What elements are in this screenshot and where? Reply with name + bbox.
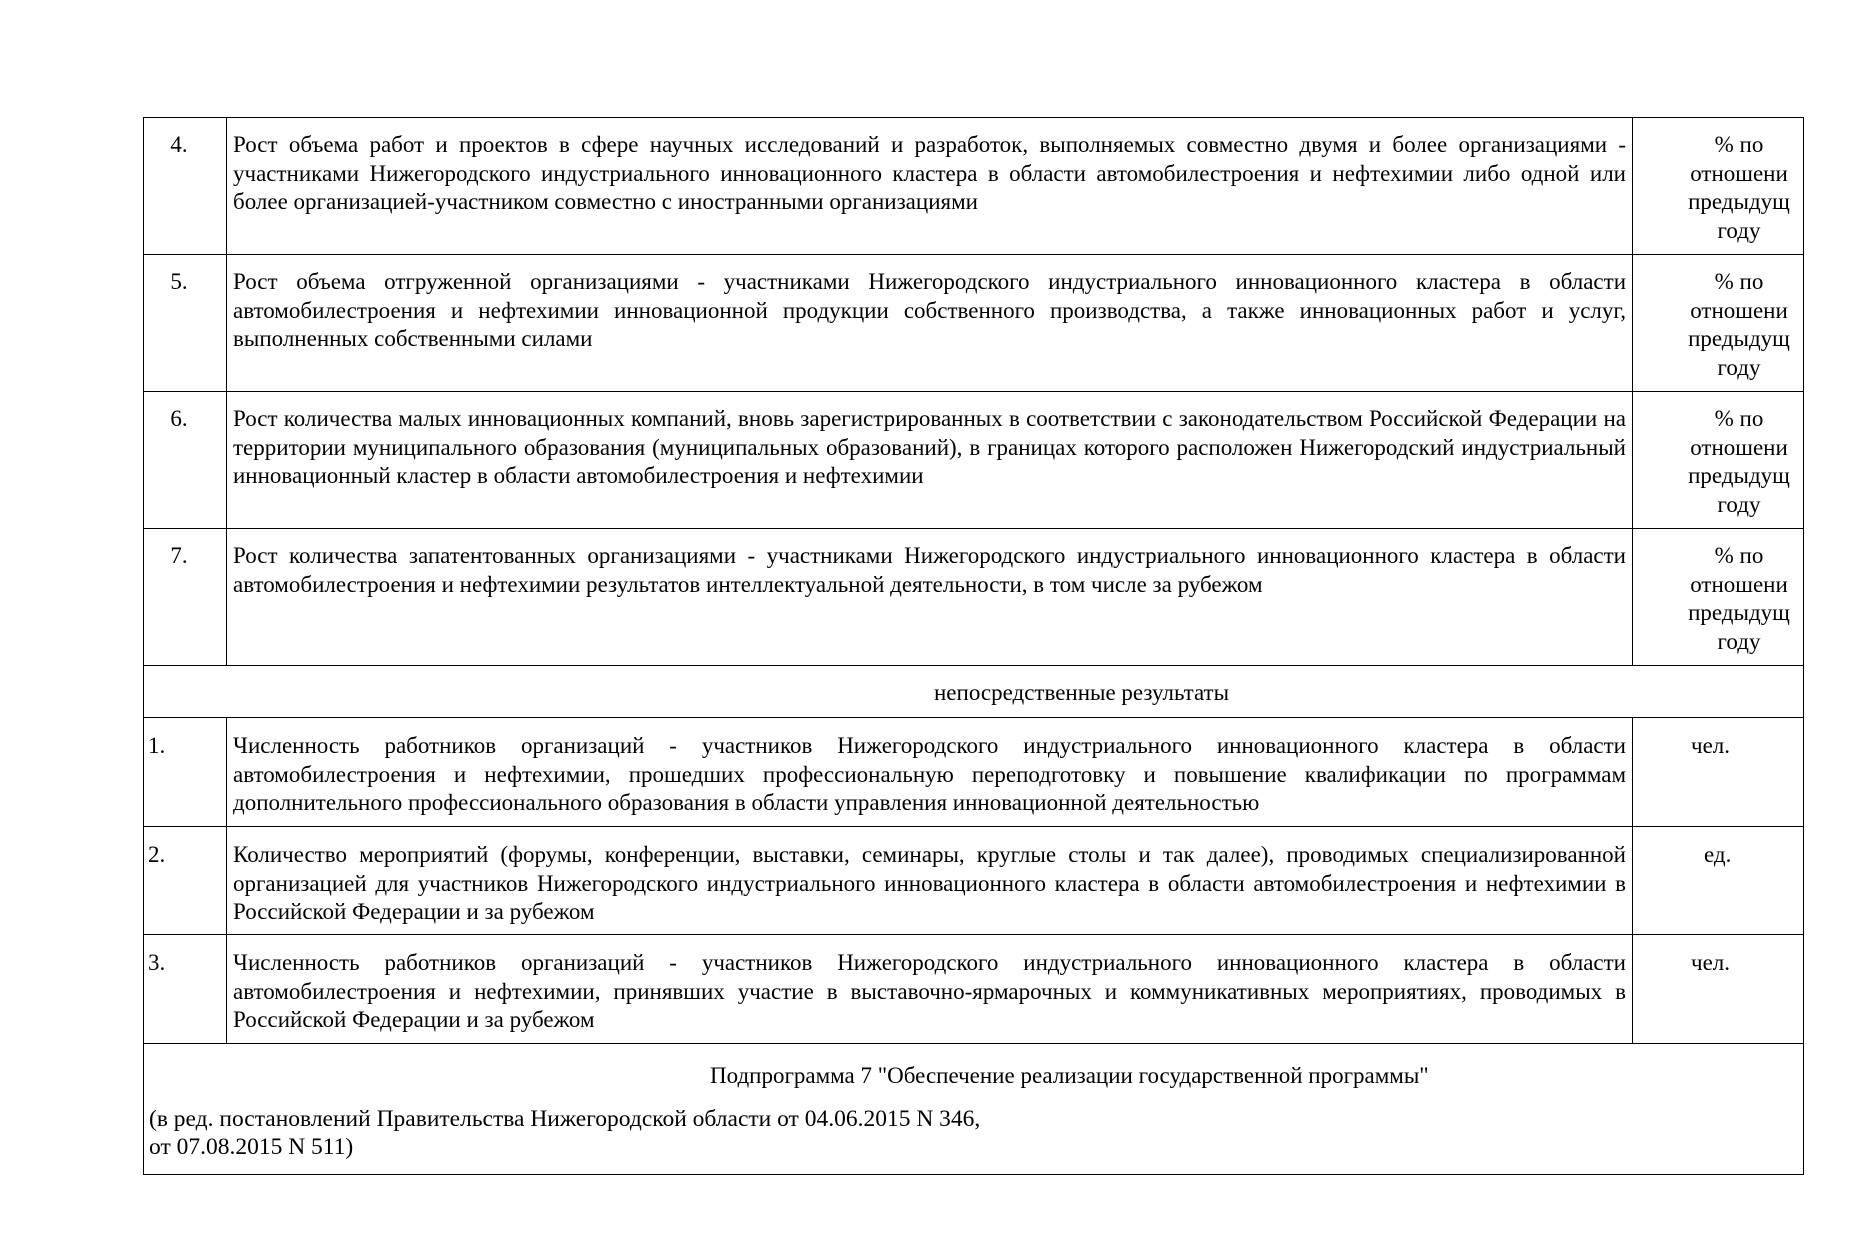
table-row [144, 718, 1804, 827]
indicator-text: Рост количества запатентованных организациями - участниками Нижегородского индустриального инновационного кластера в области автомобилестроения и нефтехимии результатов интеллектуальной деятельности, в том числе за рубежом [227, 529, 1633, 666]
subprogram-cell [144, 1044, 1804, 1175]
edition-note: (в ред. постановлений Правительства Нижегородской области от 04.06.2015 N 346, от 07.08.2015 N 511) [149, 1105, 981, 1160]
unit-cell [1633, 118, 1804, 255]
unit-text: ед. [1633, 827, 1804, 935]
row-number: 6. [144, 392, 227, 529]
unit-cell [1633, 392, 1804, 529]
indicator-text: Рост объема работ и проектов в сфере научных исследований и разработок, выполняемых совместно двумя и более организациями - участниками Нижегородского индустриального инновационного кластера в области автомобилестроения и нефтехимии либо одной или более организацией-участником совместно с иностранными организациями [227, 118, 1633, 255]
unit-text: % по отношени предыдущ году [1688, 132, 1790, 243]
indicator-text: Количество мероприятий (форумы, конференции, выставки, семинары, круглые столы и так далее), проводимых специализированной организацией для участников Нижегородского индустриального инновационного кластера в области автомобилестроения и нефтехимии в Российской Федерации и за рубежом [227, 827, 1633, 935]
unit-cell [1633, 255, 1804, 392]
section-title: непосредственные результаты [934, 680, 1230, 705]
row-number: 7. [144, 529, 227, 666]
row-number: 3. [144, 935, 227, 1044]
indicator-text: Рост объема отгруженной организациями - участниками Нижегородского индустриального инновационного кластера в области автомобилестроения и нефтехимии инновационной продукции собственного производства, а также инновационных работ и услуг, выполненных собственными силами [227, 255, 1633, 392]
indicator-text: Численность работников организаций - участников Нижегородского индустриального инновационного кластера в области автомобилестроения и нефтехимии, принявших участие в выставочно-ярмарочных и коммуникативных мероприятиях, проводимых в Российской Федерации и за рубежом [227, 935, 1633, 1044]
indicator-text: Численность работников организаций - участников Нижегородского индустриального инновационного кластера в области автомобилестроения и нефтехимии, прошедших профессиональную переподготовку и повышение квалификации по программам дополнительного профессионального образования в области управления инновационной деятельностью [227, 718, 1633, 827]
row-number: 2. [144, 827, 227, 935]
subprogram-row [144, 1044, 1804, 1175]
unit-text: % по отношени предыдущ году [1688, 269, 1790, 380]
subprogram-title: Подпрограмма 7 "Обеспечение реализации государственной программы" [710, 1063, 1429, 1088]
table-row [144, 392, 1804, 529]
table-row [144, 529, 1804, 666]
row-number: 5. [144, 255, 227, 392]
unit-text: % по отношени предыдущ году [1688, 406, 1790, 517]
indicator-text: Рост количества малых инновационных компаний, вновь зарегистрированных в соответствии с законодательством Российской Федерации на территории муниципального образования (муниципальных образований), в границах которого расположен Нижегородский индустриальный инновационный кластер в области автомобилестроения и нефтехимии [227, 392, 1633, 529]
unit-text: чел. [1633, 935, 1804, 1044]
indicators-table [143, 117, 1804, 1175]
table-row [144, 255, 1804, 392]
row-number: 4. [144, 118, 227, 255]
table-row [144, 118, 1804, 255]
table-row [144, 827, 1804, 935]
section-cell [144, 666, 1804, 718]
row-number: 1. [144, 718, 227, 827]
unit-text: % по отношени предыдущ году [1688, 543, 1790, 654]
unit-cell [1633, 529, 1804, 666]
table-row [144, 935, 1804, 1044]
unit-text: чел. [1633, 718, 1804, 827]
section-row [144, 666, 1804, 718]
